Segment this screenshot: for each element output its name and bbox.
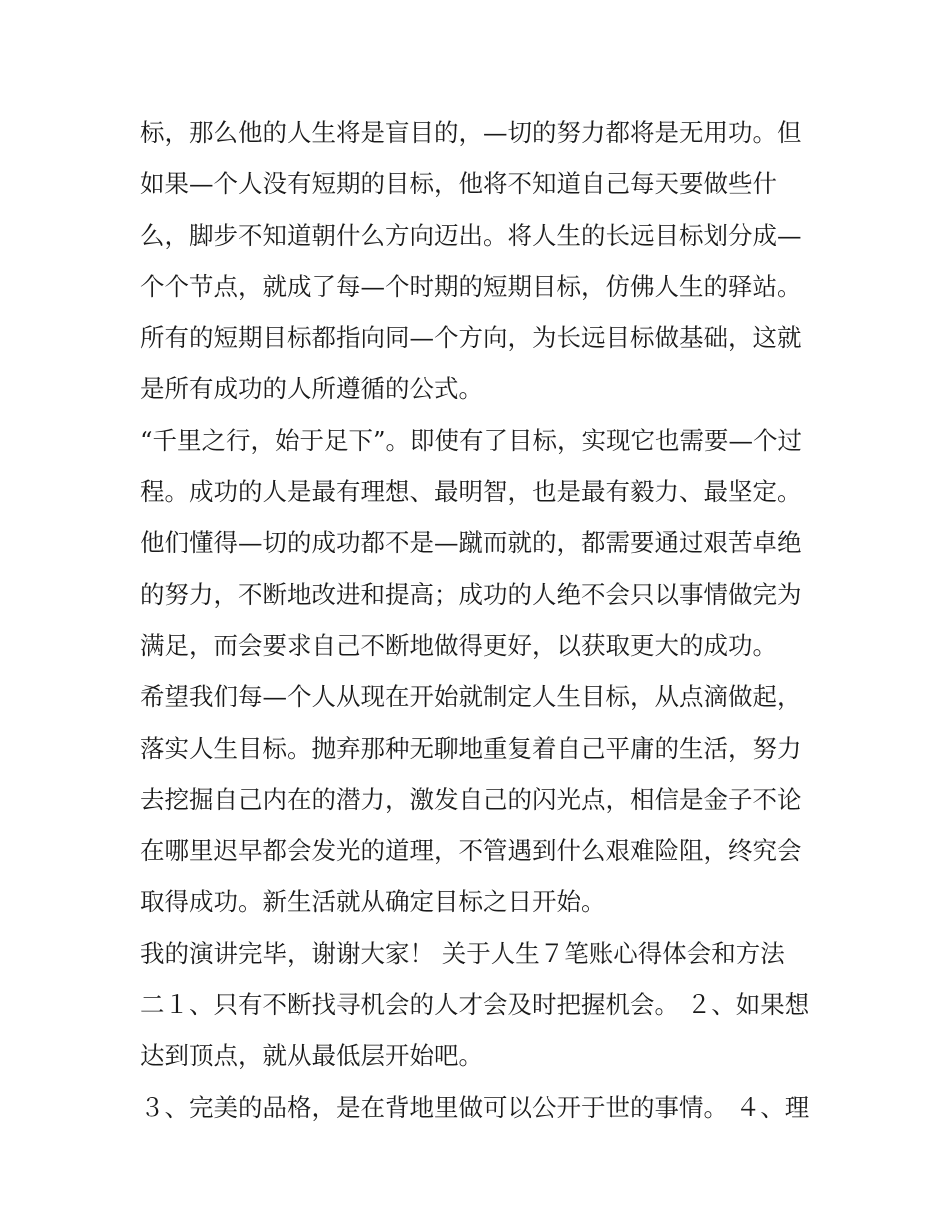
text-line: 如果—个人没有短期的目标，他将不知道自己每天要做些什 [140,169,777,199]
text-line: 落实人生目标。抛弃那种无聊地重复着自己平庸的生活，努力 [140,733,802,763]
text-line: 取得成功。新生活就从确定目标之日开始。 [140,887,606,917]
text-line: “千里之行，始于足下”。即使有了目标，实现它也需要—个过 [140,425,803,455]
text-line: 去挖掘自己内在的潜力，激发自己的闪光点，相信是金子不论 [140,784,802,814]
text-line: 个个节点，就成了每—个时期的短期目标，仿佛人生的驿站。 [140,271,802,301]
text-line: 我的演讲完毕，谢谢大家！ 关于人生７笔账心得体会和方法 [140,938,785,968]
text-line: 达到顶点，就从最低层开始吧。 [140,1041,483,1071]
text-line: 他们懂得—切的成功都不是—蹴而就的，都需要通过艰苦卓绝 [140,528,802,558]
text-line: 么，脚步不知道朝什么方向迈出。将人生的长远目标划分成— [140,220,802,250]
text-line: 所有的短期目标都指向同—个方向，为长远目标做基础，这就 [140,323,802,353]
text-line: 在哪里迟早都会发光的道理，不管遇到什么艰难险阻，终究会 [140,836,802,866]
text-line: 的努力，不断地改进和提高；成功的人绝不会只以事情做完为 [140,579,802,609]
body-text [140,107,830,1133]
text-line: 标，那么他的人生将是盲目的，—切的努力都将是无用功。但 [140,118,802,147]
text-line: 希望我们每—个人从现在开始就制定人生目标，从点滴做起， [140,682,802,712]
text-line: 是所有成功的人所遵循的公式。 [140,374,483,404]
text-line: ３、完美的品格，是在背地里做可以公开于世的事情。 ４、理 [140,1092,810,1122]
text-line: 程。成功的人是最有理想、最明智，也是最有毅力、最坚定。 [140,477,802,507]
text-line: 满足，而会要求自己不断地做得更好，以获取更大的成功。 [140,630,777,660]
text-line: 二１、只有不断找寻机会的人才会及时把握机会。 ２、如果想 [140,990,810,1020]
